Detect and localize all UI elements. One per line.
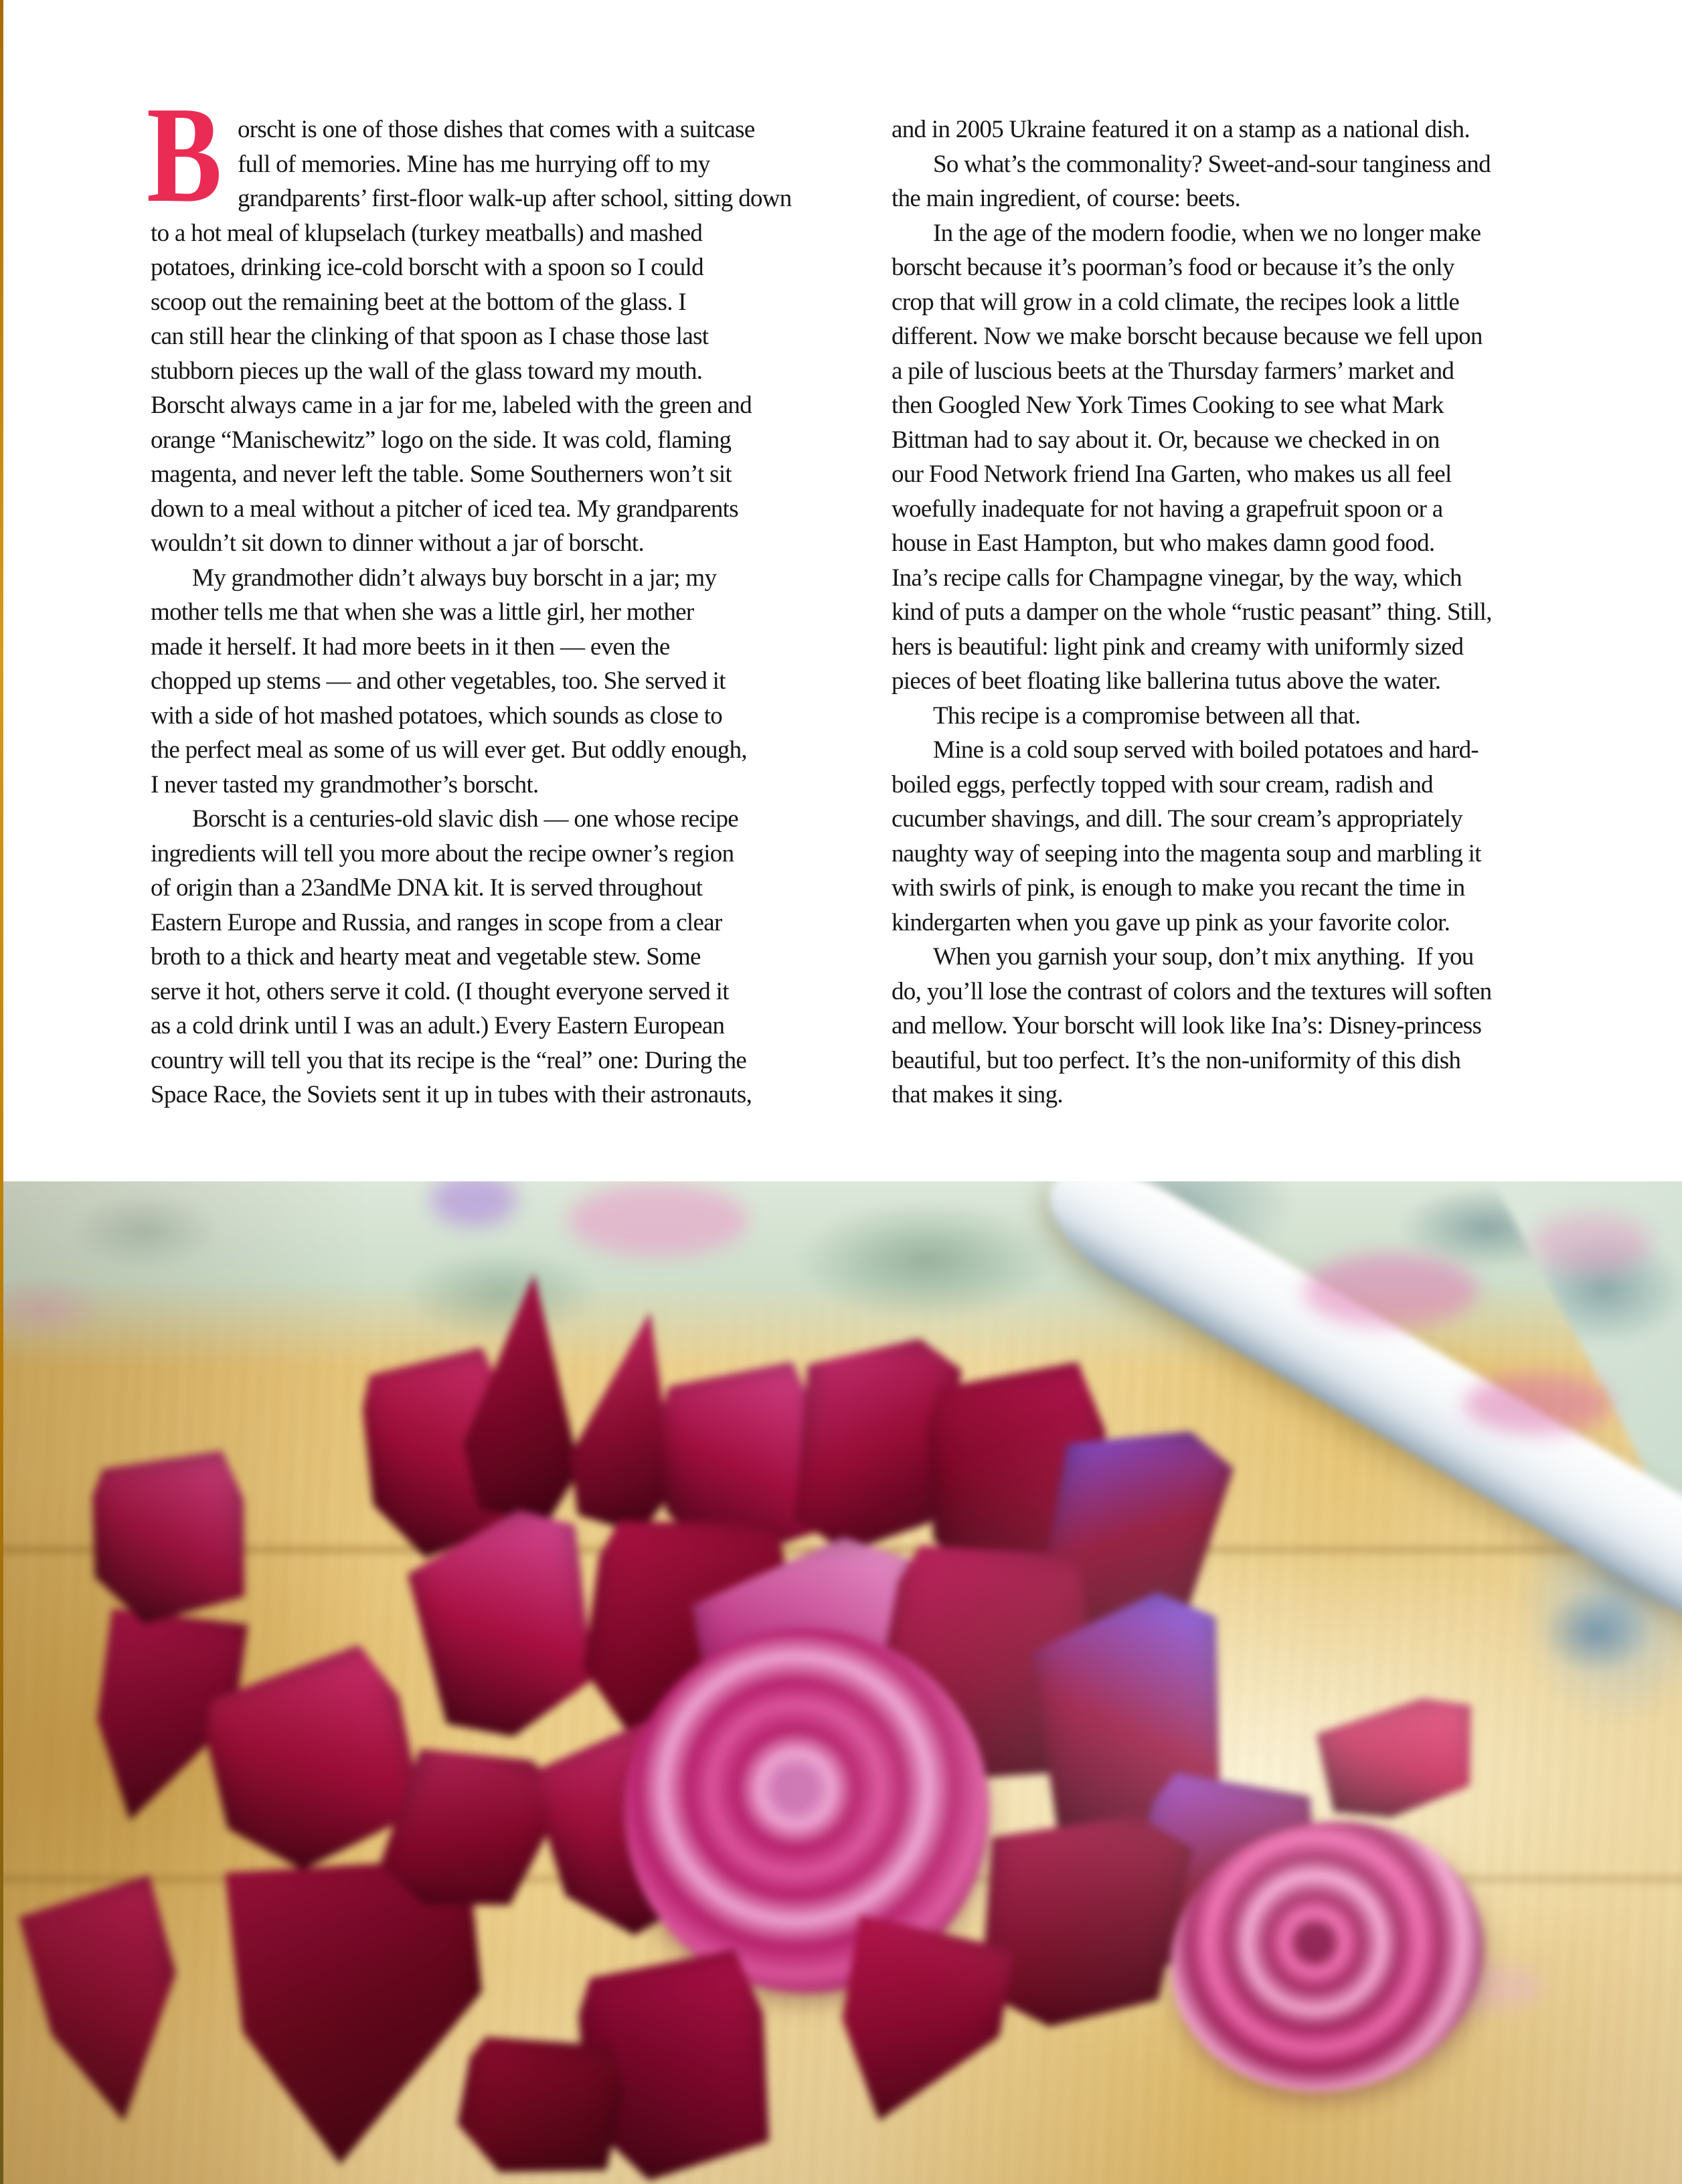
text-line: the main ingredient, of course: beets. xyxy=(892,185,1241,212)
text-line: and mellow. Your borscht will look like Ina’s: Disney-princess xyxy=(892,1012,1482,1039)
text-line: as a cold drink until I was an adult.) Every Eastern European xyxy=(151,1012,725,1039)
text-line: ingredients will tell you more about the recipe owner’s region xyxy=(151,839,734,867)
text-line: Mine is a cold soup served with boiled potatoes and hard- xyxy=(933,736,1479,764)
beet-juice-stain xyxy=(1464,1374,1612,1434)
text-line: I never tasted my grandmother’s borscht. xyxy=(151,770,539,799)
text-line: broth to a thick and hearty meat and vegetable stew. Some xyxy=(151,943,701,971)
text-line: Bittman had to say about it. Or, because we checked in on xyxy=(892,426,1440,454)
text-line: kindergarten when you gave up pink as your favorite color. xyxy=(892,908,1450,936)
text-line: a pile of luscious beets at the Thursday farmers’ market and xyxy=(892,357,1454,385)
article-column-right xyxy=(892,112,1568,1112)
text-line: Borscht always came in a jar for me, labeled with the green and xyxy=(151,392,752,419)
text-line: woefully inadequate for not having a grapefruit spoon or a xyxy=(892,495,1443,523)
article-column-left xyxy=(147,78,827,1112)
beet-juice-stain xyxy=(1304,1254,1478,1327)
text-line: house in East Hampton, but who makes damn good food. xyxy=(892,529,1435,557)
text-line: This recipe is a compromise between all that. xyxy=(933,701,1361,730)
drop-cap: B xyxy=(147,78,222,231)
text-line: So what’s the commonality? Sweet-and-sour tanginess and xyxy=(933,150,1491,178)
text-line: with swirls of pink, is enough to make you recant the time in xyxy=(892,874,1465,902)
text-line: serve it hot, others serve it cold. (I thought everyone served it xyxy=(151,977,729,1005)
text-line: wouldn’t sit down to dinner without a jar of borscht. xyxy=(151,529,645,557)
text-line: mother tells me that when she was a little girl, her mother xyxy=(151,598,694,626)
beet-juice-stain xyxy=(568,1183,748,1257)
text-line: naughty way of seeping into the magenta soup and marbling it xyxy=(892,839,1481,867)
text-line: When you garnish your soup, don’t mix anything. If you xyxy=(933,943,1474,971)
text-line: cucumber shavings, and dill. The sour cream’s appropriately xyxy=(892,805,1462,833)
text-line: the perfect meal as some of us will ever get. But oddly enough, xyxy=(151,736,747,764)
text-line: borscht because it’s poorman’s food or because it’s the only xyxy=(892,254,1454,281)
photo-soft-layer xyxy=(0,1181,1682,2184)
text-line: made it herself. It had more beets in it then — even the xyxy=(151,633,670,661)
beet-juice-stain xyxy=(1531,1213,1652,1274)
text-line: My grandmother didn’t always buy borscht in a jar; my xyxy=(192,564,717,592)
text-line: with a side of hot mashed potatoes, which sounds as close to xyxy=(151,701,723,730)
text-line: that makes it sing. xyxy=(892,1081,1063,1108)
column-right-lines xyxy=(892,112,1568,1112)
beets-photo xyxy=(0,1181,1682,2184)
page-edge-line xyxy=(0,0,3,2184)
text-line: In the age of the modern foodie, when we no longer make xyxy=(933,219,1481,247)
text-line: down to a meal without a pitcher of iced tea. My grandparents xyxy=(151,495,738,523)
text-line: stubborn pieces up the wall of the glass toward my mouth. xyxy=(151,357,703,385)
text-line: different. Now we make borscht because because we fell upon xyxy=(892,323,1483,350)
text-line: orange “Manischewitz” logo on the side. It was cold, flaming xyxy=(151,426,732,454)
text-line: do, you’ll lose the contrast of colors and the textures will soften xyxy=(892,977,1492,1005)
text-line: and in 2005 Ukraine featured it on a stamp as a national dish. xyxy=(892,116,1470,143)
text-line: our Food Network friend Ina Garten, who makes us all feel xyxy=(892,460,1452,488)
text-line: kind of puts a damper on the whole “rustic peasant” thing. Still, xyxy=(892,598,1492,626)
text-line: Space Race, the Soviets sent it up in tubes with their astronauts, xyxy=(151,1081,752,1108)
text-line: boiled eggs, perfectly topped with sour cream, radish and xyxy=(892,770,1433,799)
text-line: full of memories. Mine has me hurrying off to my xyxy=(238,150,710,178)
text-line: then Googled New York Times Cooking to see what Mark xyxy=(892,392,1444,419)
text-line: potatoes, drinking ice-cold borscht with a spoon so I could xyxy=(151,254,703,281)
text-line: can still hear the clinking of that spoon as I chase those last xyxy=(151,323,709,350)
text-line: orscht is one of those dishes that comes with a suitcase xyxy=(238,116,755,143)
text-line: pieces of beet floating like ballerina tutus above the water. xyxy=(892,667,1441,695)
text-line: Ina’s recipe calls for Champagne vinegar, by the way, which xyxy=(892,564,1462,592)
column-left-lines xyxy=(151,112,827,1112)
text-line: grandparents’ first-floor walk-up after school, sitting down xyxy=(238,185,792,212)
text-line: of origin than a 23andMe DNA kit. It is served throughout xyxy=(151,874,703,902)
text-line: to a hot meal of klupselach (turkey meatballs) and mashed xyxy=(151,219,703,247)
text-line: crop that will grow in a cold climate, the recipes look a little xyxy=(892,288,1460,316)
text-line: scoop out the remaining beet at the bottom of the glass. I xyxy=(151,288,686,316)
text-line: Eastern Europe and Russia, and ranges in scope from a clear xyxy=(151,908,722,936)
text-line: chopped up stems — and other vegetables, too. She served it xyxy=(151,667,726,695)
text-line: magenta, and never left the table. Some Southerners won’t sit xyxy=(151,460,732,488)
text-line: country will tell you that its recipe is the “real” one: During the xyxy=(151,1046,747,1074)
text-line: beautiful, but too perfect. It’s the non-uniformity of this dish xyxy=(892,1046,1461,1074)
text-line: hers is beautiful: light pink and creamy with uniformly sized xyxy=(892,633,1464,661)
text-line: Borscht is a centuries-old slavic dish — one whose recipe xyxy=(192,805,739,833)
